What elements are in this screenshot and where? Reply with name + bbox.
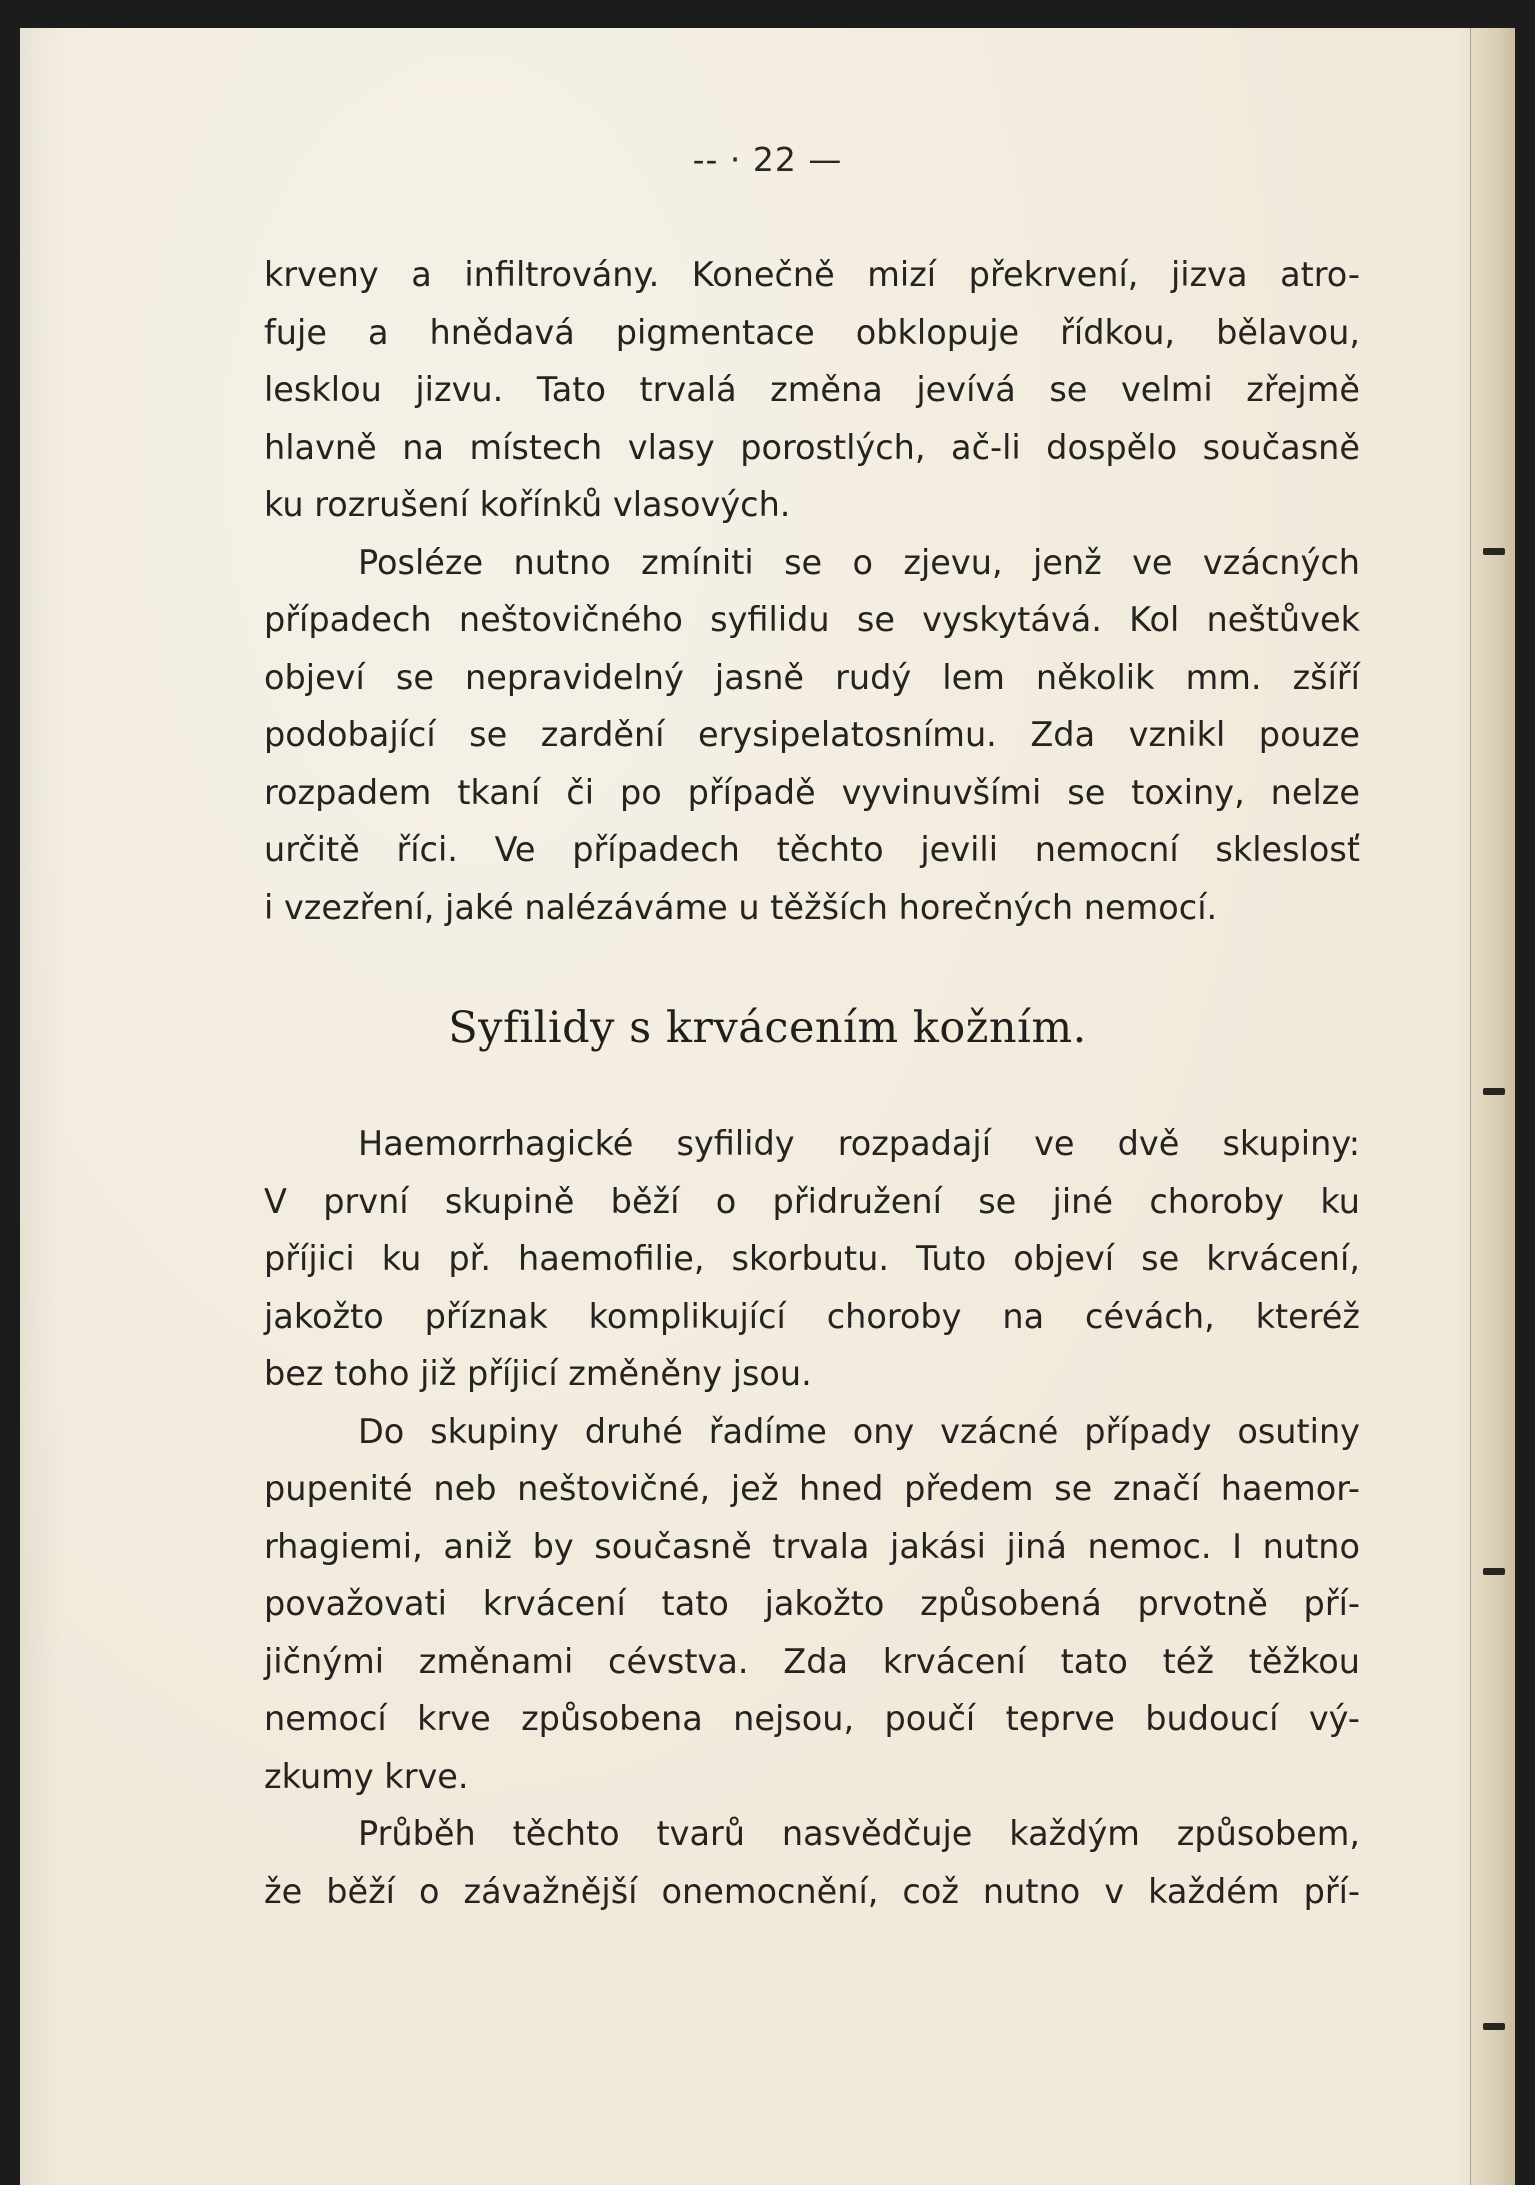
text-line: Haemorrhagické syfilidy rozpadají ve dvě skupiny:	[358, 1124, 1360, 1163]
bottom-text-block	[264, 1115, 1360, 1920]
paragraph	[264, 1805, 1360, 1920]
binding-mark	[1483, 2023, 1505, 2030]
text-line: V první skupině běží o přidružení se jiné choroby ku	[264, 1181, 1360, 1221]
section-heading: Syfilidy s krvácením kožním.	[448, 1003, 1087, 1053]
paragraph	[264, 534, 1360, 937]
binding-mark	[1483, 548, 1505, 555]
page-number-header: -- · 22 —	[692, 140, 843, 179]
binding-mark	[1483, 1088, 1505, 1095]
text-line: nemocí krve způsobena nejsou, poučí teprve budoucí vý-	[264, 1699, 1360, 1738]
text-line: určitě říci. Ve případech těchto jevili nemocní skleslosť	[264, 830, 1360, 869]
text-line: krveny a infiltrovány. Konečně mizí překrvení, jizva atro-	[264, 255, 1360, 294]
text-line: bez toho již příjicí změněny jsou.	[264, 1354, 812, 1393]
text-line: pupenité neb neštovičné, jež hned předem se značí haemor-	[264, 1469, 1360, 1508]
binding-mark	[1483, 1568, 1505, 1575]
paragraph	[264, 1115, 1360, 1403]
text-line: jakožto příznak komplikující choroby na cévách, kteréž	[264, 1296, 1360, 1336]
text-line: zkumy krve.	[264, 1756, 469, 1796]
text-line: případech neštovičného syfilidu se vyskytává. Kol neštůvek	[264, 600, 1360, 639]
page-binding-edge	[1470, 28, 1515, 2185]
text-line: příjici ku př. haemofilie, skorbutu. Tuto objeví se krvácení,	[264, 1239, 1360, 1278]
text-line: Do skupiny druhé řadíme ony vzácné případy osutiny	[358, 1411, 1360, 1451]
text-line: ku rozrušení kořínků vlasových.	[264, 485, 791, 524]
text-line: lesklou jizvu. Tato trvalá změna jevívá se velmi zřejmě	[264, 370, 1360, 409]
text-line: hlavně na místech vlasy porostlých, ač-li dospělo současně	[264, 427, 1360, 467]
text-line: objeví se nepravidelný jasně rudý lem několik mm. zšíří	[264, 657, 1360, 697]
text-line: podobající se zardění erysipelatosnímu. Zda vznikl pouze	[264, 715, 1360, 754]
text-line: Průběh těchto tvarů nasvědčuje každým způsobem,	[358, 1814, 1360, 1853]
text-line: i vzezření, jaké nalézáváme u těžších horečných nemocí.	[264, 887, 1218, 927]
text-line: fuje a hnědavá pigmentace obklopuje řídkou, bělavou,	[264, 312, 1360, 352]
text-line: rozpadem tkaní či po případě vyvinuvšími se toxiny, nelze	[264, 772, 1360, 812]
text-line: považovati krvácení tato jakožto způsobená prvotně pří-	[264, 1584, 1360, 1623]
text-line: rhagiemi, aniž by současně trvala jakási jiná nemoc. I nutno	[264, 1526, 1360, 1566]
top-text-block	[264, 246, 1360, 936]
paragraph	[264, 246, 1360, 534]
text-line: že běží o závažnější onemocnění, což nutno v každém pří-	[264, 1871, 1360, 1911]
paragraph	[264, 1403, 1360, 1806]
text-line: jičnými změnami cévstva. Zda krvácení tato též těžkou	[264, 1641, 1360, 1681]
book-page	[20, 28, 1515, 2185]
text-line: Posléze nutno zmíniti se o zjevu, jenž ve vzácných	[358, 542, 1360, 582]
